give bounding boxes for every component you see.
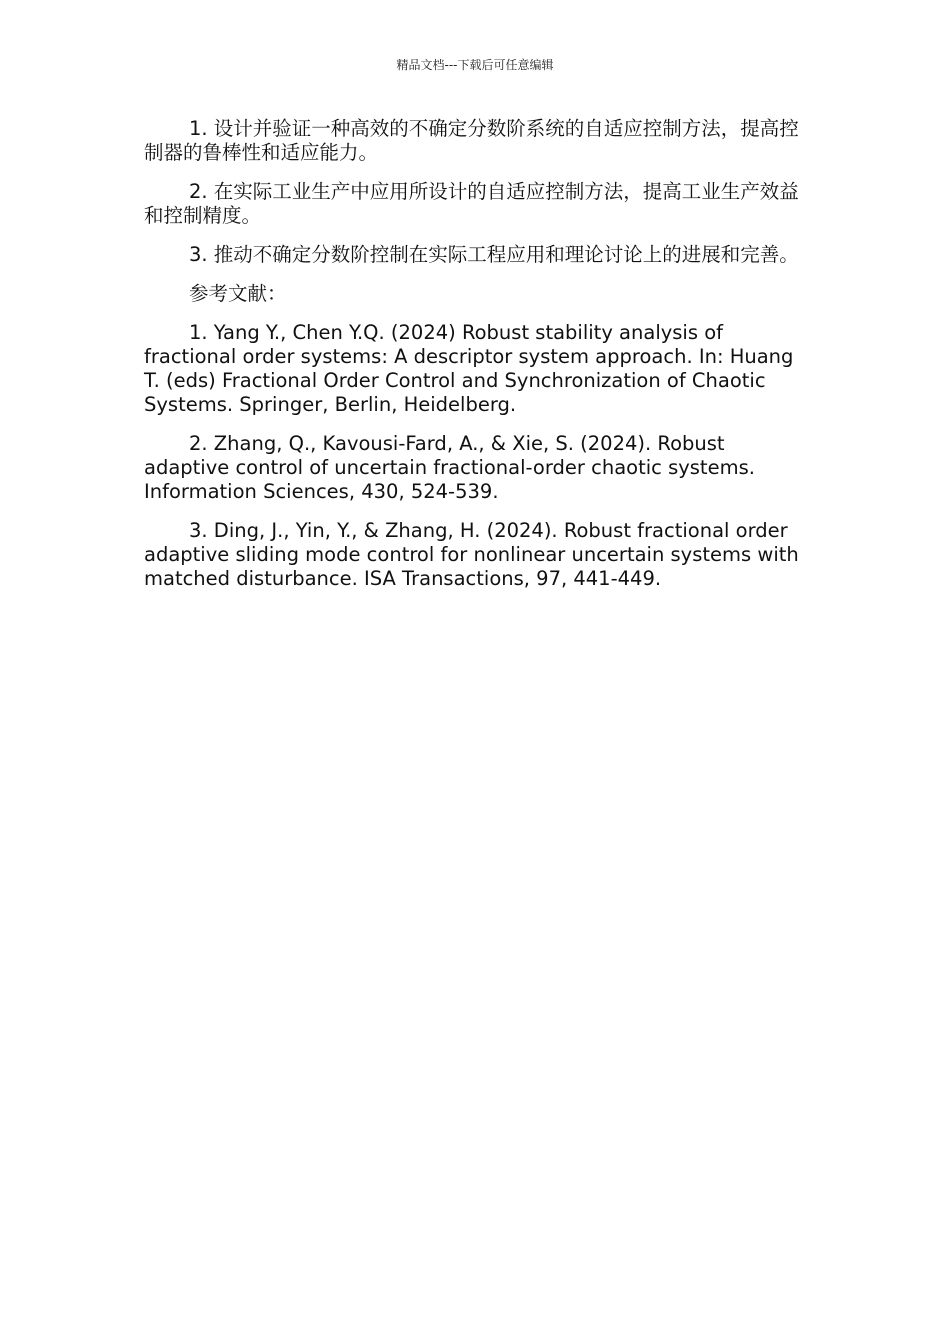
reference-item-3: 3. Ding, J., Yin, Y., & Zhang, H. (2024). Robust fractional order adaptive sliding mode control for nonlinear uncertain systems with matched disturbance. ISA Transactions, 97, 441-449.	[144, 519, 799, 590]
goal-item-1: 1. 设计并验证一种高效的不确定分数阶系统的自适应控制方法，提高控制器的鲁棒性和适应能力。	[144, 117, 799, 164]
references-heading: 参考文献：	[189, 282, 287, 305]
goal-item-2: 2. 在实际工业生产中应用所设计的自适应控制方法，提高工业生产效益和控制精度。	[144, 180, 799, 227]
reference-item-2: 2. Zhang, Q., Kavousi-Fard, A., & Xie, S. (2024). Robust adaptive control of uncertain fractional-order chaotic systems. Information Sciences, 430, 524-539.	[144, 432, 755, 503]
document-body	[144, 117, 804, 606]
goal-item-3: 3. 推动不确定分数阶控制在实际工程应用和理论讨论上的进展和完善。	[189, 243, 799, 266]
page-header: 精品文档---下载后可任意编辑	[396, 58, 554, 72]
reference-item-1: 1. Yang Y., Chen Y.Q. (2024) Robust stability analysis of fractional order systems: A descriptor system approach. In: Huang T. (eds) Fractional Order Control and Synchronization of Chaotic Systems. Springer, Berlin, Heidelberg.	[144, 321, 794, 416]
